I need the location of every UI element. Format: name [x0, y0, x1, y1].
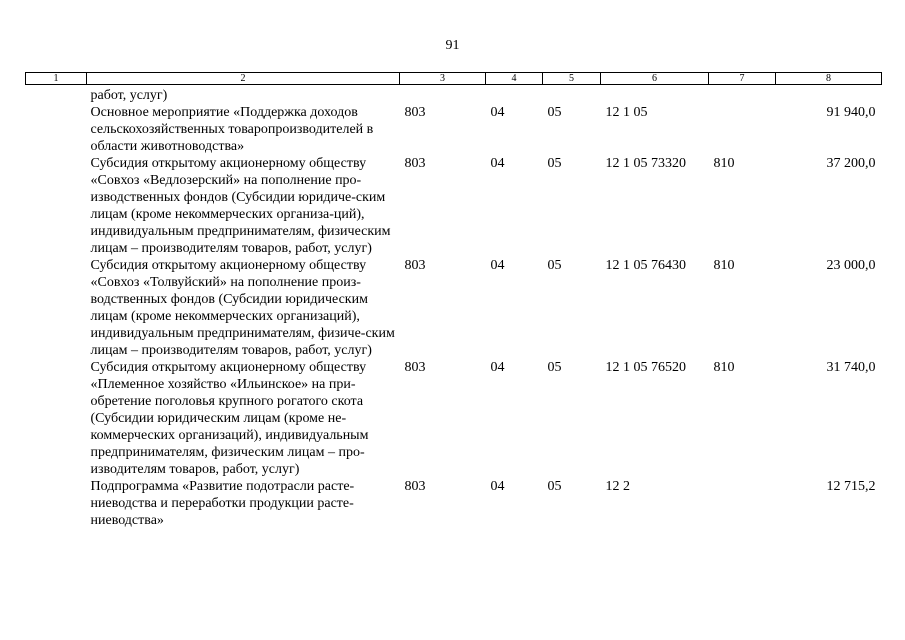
expense-type-code	[709, 104, 776, 155]
target-article-code: 12 1 05	[605, 105, 648, 120]
section-code: 04	[490, 360, 505, 375]
subsection-code: 05	[547, 258, 562, 273]
expense-type-code	[709, 478, 776, 529]
table-row	[26, 359, 882, 478]
subsection-code: 05	[547, 479, 562, 494]
budget-table	[25, 72, 882, 529]
item-name: Основное мероприятие «Поддержка доходов сельскохозяйственных товаропроизводителей в области животноводства»	[90, 105, 374, 154]
target-article-code: 12 2	[605, 479, 630, 494]
column-number: 7	[709, 73, 776, 85]
column-number-header	[26, 73, 882, 85]
column-number: 4	[486, 73, 543, 85]
amount: 23 000,0	[826, 258, 876, 273]
amount: 12 715,2	[826, 479, 876, 494]
grbs-code: 803	[404, 479, 426, 494]
page-number: 91	[445, 38, 460, 53]
expense-type-code: 810	[713, 156, 735, 171]
column-number: 1	[26, 73, 87, 85]
subsection-code	[543, 87, 601, 104]
grbs-code	[400, 87, 486, 104]
grbs-code: 803	[404, 105, 426, 120]
item-name: Субсидия открытому акционерному обществу «Племенное хозяйство «Ильинское» на при-обретение поголовья крупного рогатого скота (Субсидии юридическим лицам (кроме не-коммерческих организаций), индивидуальным предпринимателям, физическим лицам – про-изводителям товаров, работ, услуг)	[90, 360, 369, 477]
column-number: 6	[601, 73, 709, 85]
amount: 37 200,0	[826, 156, 876, 171]
expense-type-code: 810	[713, 360, 735, 375]
column-number: 5	[543, 73, 601, 85]
target-article-code: 12 1 05 73320	[605, 156, 686, 171]
column-number: 8	[776, 73, 882, 85]
item-name: Субсидия открытому акционерному обществу «Совхоз «Ведлозерский» на пополнение про-изводственных фондов (Субсидии юридиче-ским лицам (кроме некоммерческих организа-ций), индивидуальным предпринимателям, физическим лицам – производителям товаров, работ, услуг)	[90, 156, 391, 256]
item-name: Подпрограмма «Развитие подотрасли расте-ниеводства и переработки продукции расте-ниеводства»	[90, 479, 355, 528]
subsection-code: 05	[547, 156, 562, 171]
table-row	[26, 478, 882, 529]
section-code: 04	[490, 156, 505, 171]
subsection-code: 05	[547, 105, 562, 120]
grbs-code: 803	[404, 258, 426, 273]
section-code: 04	[490, 105, 505, 120]
target-article-code	[601, 87, 709, 104]
section-code: 04	[490, 258, 505, 273]
grbs-code: 803	[404, 360, 426, 375]
amount: 91 940,0	[826, 105, 876, 120]
amount: 31 740,0	[826, 360, 876, 375]
item-name: Субсидия открытому акционерному обществу «Совхоз «Толвуйский» на пополнение произ-водственных фондов (Субсидии юридическим лицам (кроме некоммерческих организаций), индивидуальным предпринимателям, физиче-ским лицам – производителям товаров, работ, услуг)	[90, 258, 395, 358]
grbs-code: 803	[404, 156, 426, 171]
item-name: работ, услуг)	[90, 88, 168, 103]
column-number: 2	[87, 73, 400, 85]
column-number: 3	[400, 73, 486, 85]
amount	[776, 87, 882, 104]
target-article-code: 12 1 05 76520	[605, 360, 686, 375]
table-row	[26, 87, 882, 104]
table-row	[26, 257, 882, 359]
table-row	[26, 155, 882, 257]
section-code: 04	[490, 479, 505, 494]
section-code	[486, 87, 543, 104]
expense-type-code: 810	[713, 258, 735, 273]
subsection-code: 05	[547, 360, 562, 375]
expense-type-code	[709, 87, 776, 104]
table-row	[26, 104, 882, 155]
target-article-code: 12 1 05 76430	[605, 258, 686, 273]
